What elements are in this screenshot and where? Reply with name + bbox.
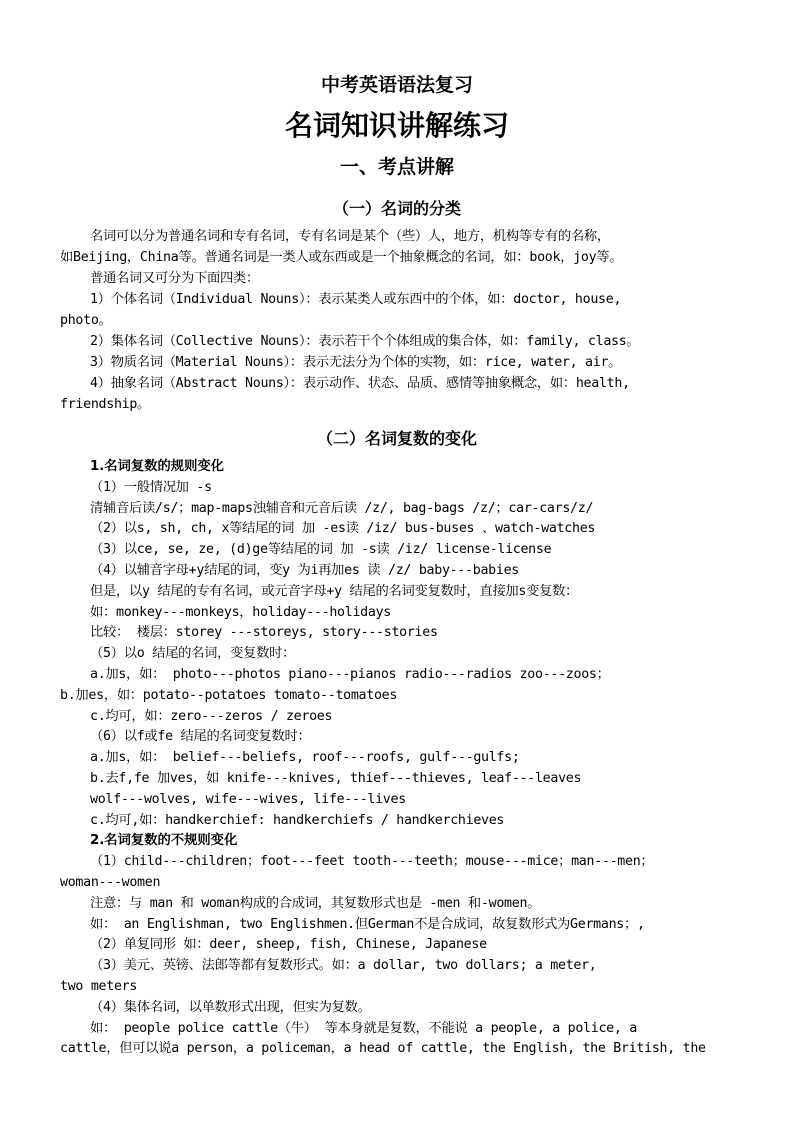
paragraph-line: 1）个体名词（Individual Nouns）：表示某类人或东西中的个体，如：doctor, house, bbox=[90, 292, 622, 307]
paragraph-line: 3）物质名词（Material Nouns）：表示无法分为个体的实物，如：rice, water, air。 bbox=[90, 355, 622, 370]
paragraph-line: 普通名词又可分为下面四类： bbox=[90, 271, 259, 286]
subject-title: 中考英语语法复习 bbox=[320, 74, 473, 96]
paragraph-line: 如： an Englishman, two Englishmen.但German不是合成词，故复数形式为Germans；, bbox=[90, 917, 645, 932]
paragraph-line: （4）以辅音字母+y结尾的词，变y 为i再加es 读 /z/ baby---babies bbox=[90, 563, 519, 578]
main-title: 名词知识讲解练习 bbox=[284, 109, 509, 142]
subheading: 2.名词复数的不规则变化 bbox=[90, 833, 238, 848]
subheading: 1.名词复数的规则变化 bbox=[90, 459, 224, 474]
paragraph-line: two meters bbox=[60, 979, 138, 994]
paragraph-line: （5）以o 结尾的名词，变复数时： bbox=[90, 646, 296, 661]
paragraph-line: 如Beijing，China等。普通名词是一类人或东西或是一个抽象概念的名词，如：book，joy等。 bbox=[60, 250, 623, 265]
paragraph-line: 2）集体名词（Collective Nouns）：表示若干个个体组成的集合体，如：family, class。 bbox=[90, 334, 640, 349]
paragraph-line: b.加es，如：potato--potatoes tomato--tomatoes bbox=[60, 688, 398, 703]
paragraph-line: （3）以ce, se, ze, (d)ge等结尾的词 加 -s读 /iz/ license-license bbox=[90, 542, 552, 557]
paragraph-line: c.均可,如：handkerchief: handkerchiefs / handkerchieves bbox=[90, 813, 505, 828]
paragraph-line: （1）child---children；foot---feet tooth---teeth；mouse---mice；man---men； bbox=[90, 854, 654, 869]
part2-heading: （二）名词复数的变化 bbox=[316, 429, 477, 448]
paragraph-line: （4）集体名词，以单数形式出现，但实为复数。 bbox=[90, 1000, 371, 1015]
paragraph-line: a.加s，如： belief---beliefs, roof---roofs, gulf---gulfs; bbox=[90, 750, 520, 765]
paragraph-line: 注意：与 man 和 woman构成的合成词，其复数形式也是 -men 和-women。 bbox=[90, 896, 541, 911]
paragraph-line: （6）以f或fe 结尾的名词变复数时： bbox=[90, 729, 311, 744]
paragraph-line: c.均可，如：zero---zeros / zeroes bbox=[90, 709, 333, 724]
paragraph-line: （2）以s, sh, ch, x等结尾的词 加 -es读 /iz/ bus-buses 、watch-watches bbox=[90, 521, 596, 536]
paragraph-line: friendship。 bbox=[60, 397, 151, 412]
paragraph-line: 4）抽象名词（Abstract Nouns）：表示动作、状态、品质、感情等抽象概念，如：health, bbox=[90, 376, 630, 391]
paragraph-line: woman---women bbox=[60, 875, 161, 890]
paragraph-line: 如： people police cattle（牛） 等本身就是复数，不能说 a people, a police, a bbox=[90, 1021, 637, 1036]
paragraph-line: （2）单复同形 如：deer, sheep, fish, Chinese, Japanese bbox=[90, 937, 487, 952]
section-title: 一、考点讲解 bbox=[339, 156, 454, 178]
paragraph-line: b.去f,fe 加ves，如 knife---knives, thief---thieves, leaf---leaves bbox=[90, 771, 582, 786]
paragraph-line: 但是，以y 结尾的专有名词，或元音字母+y 结尾的名词变复数时，直接加s变复数： bbox=[90, 584, 579, 599]
paragraph-line: photo。 bbox=[60, 313, 112, 328]
paragraph-line: a.加s，如： photo---photos piano---pianos radio---radios zoo---zoos； bbox=[90, 667, 610, 682]
paragraph-line: 清辅音后读/s/；map-maps浊辅音和元音后读 /z/, bag-bags /z/；car-cars/z/ bbox=[90, 501, 594, 516]
paragraph-line: （1）一般情况加 -s bbox=[90, 480, 212, 495]
paragraph-line: 比较： 楼层：storey ---storeys, story---stories bbox=[90, 625, 438, 640]
paragraph-line: 名词可以分为普通名词和专有名词，专有名词是某个（些）人，地方，机构等专有的名称， bbox=[90, 229, 610, 244]
paragraph-line: （3）美元、英镑、法郎等都有复数形式。如：a dollar, two dollars; a meter, bbox=[90, 958, 597, 973]
part1-heading: （一）名词的分类 bbox=[332, 199, 461, 218]
paragraph-line: wolf---wolves, wife---wives, life---lives bbox=[90, 792, 406, 807]
paragraph-line: 如：monkey---monkeys，holiday---holidays bbox=[90, 605, 391, 620]
paragraph-line: cattle，但可以说a person，a policeman，a head of cattle, the English, the British, the bbox=[60, 1041, 706, 1056]
